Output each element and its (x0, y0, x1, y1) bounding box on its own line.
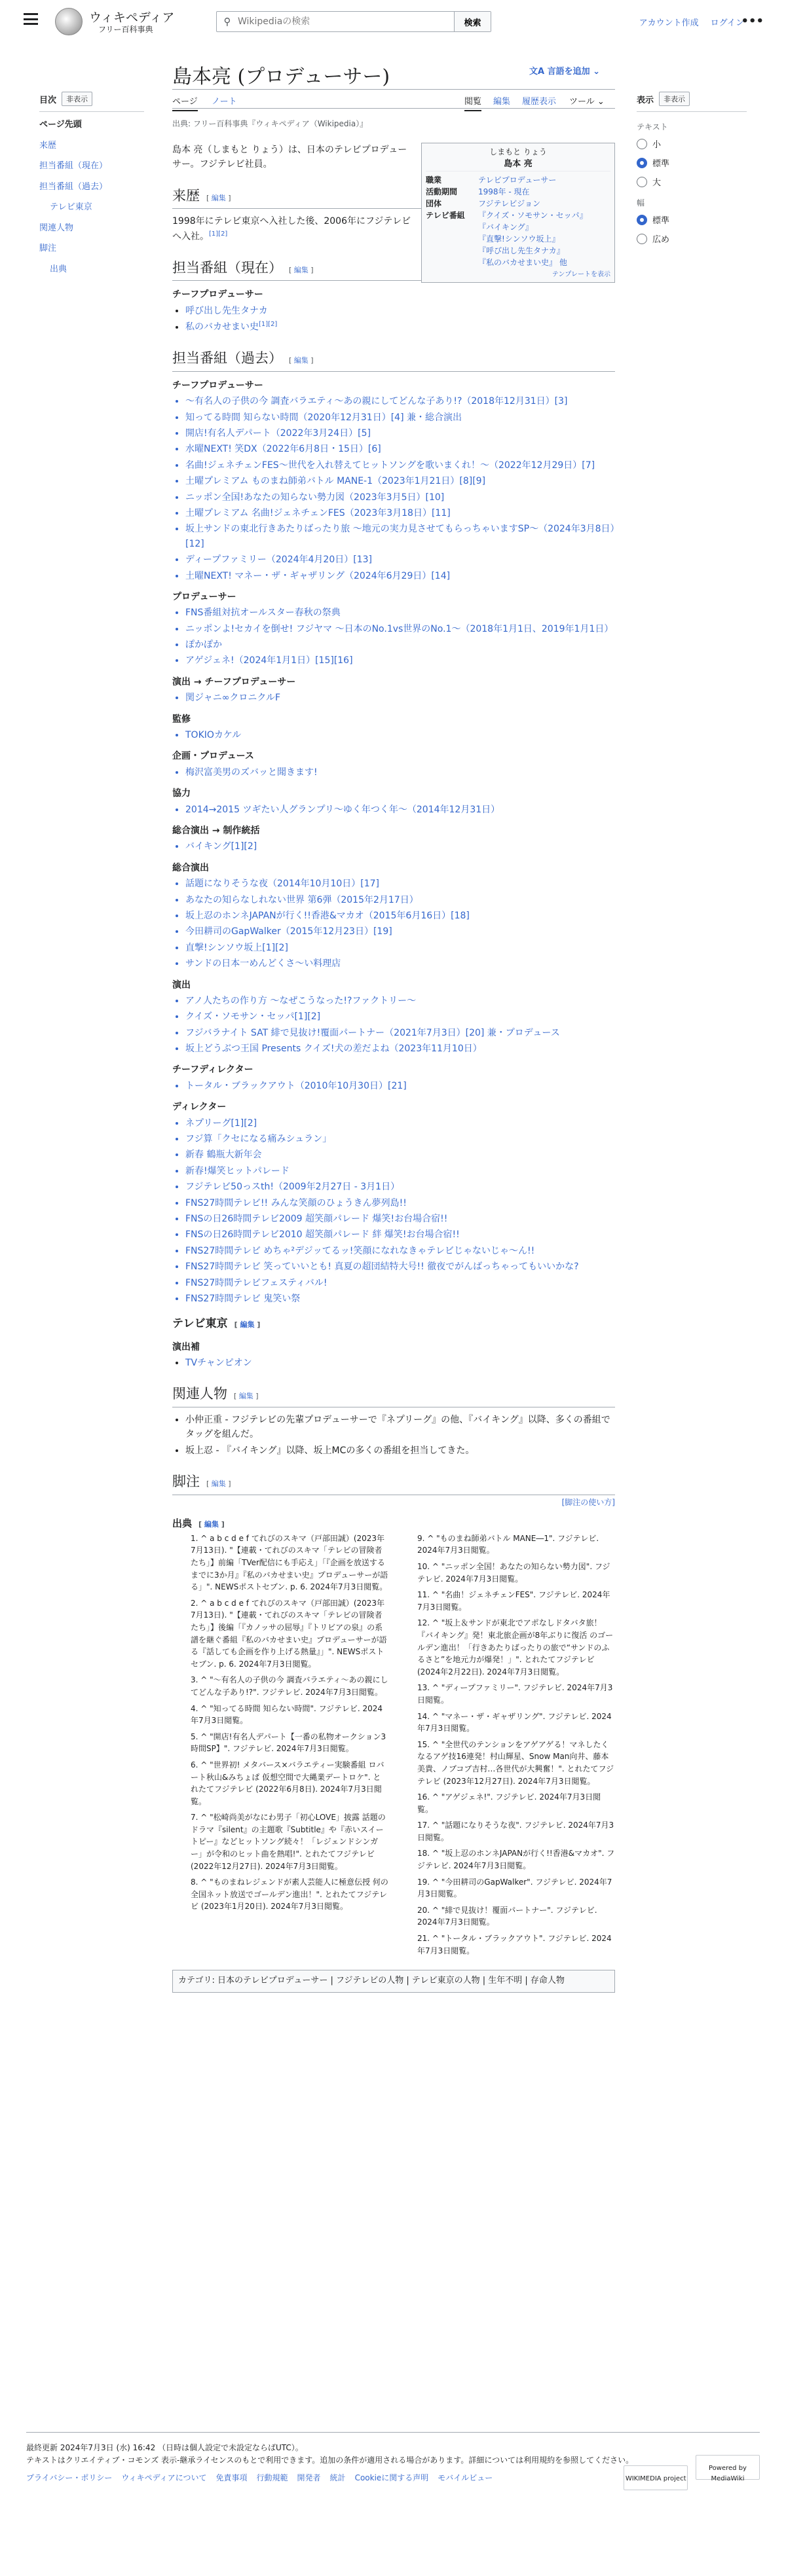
toc-item[interactable]: テレビ東京 (50, 202, 92, 212)
tab-tools[interactable]: ツール ⌄ (569, 97, 605, 107)
edit-section-link[interactable]: [ 編集 ] (234, 1392, 259, 1401)
program-link[interactable]: 私のバカせまい史 (185, 321, 259, 333)
list-item: • 小仲正重 - フジテレビの先輩プロデューサーで『ネプリーグ』の他、『バイキング』以降、多くの番組でタッグを組んだ。 (185, 1413, 615, 1442)
edit-section-link[interactable]: [ 編集 ] (289, 356, 314, 365)
page-title: 島本亮 (プロデューサー) (172, 65, 390, 88)
references-column-right (399, 1533, 615, 1961)
wordmark[interactable]: ウィキペディア (89, 10, 175, 25)
list-item: • 坂上忍 - 『バイキング』以降、坂上MCの多くの番組を担当してきた。 (185, 1443, 615, 1458)
toc-item[interactable]: 出典 (50, 264, 67, 274)
main-menu-icon[interactable] (24, 13, 38, 25)
reference-item: 9. ^ "ものまね師弟バトル MANE―1". フジテレビ. 2024年7月3日閲覧。 (417, 1533, 599, 1555)
tvtokyo-subheading: 演出補 (172, 1341, 200, 1352)
site-header (0, 0, 786, 43)
footer-badges (618, 2455, 760, 2490)
past-list (185, 994, 615, 1057)
past-list (185, 728, 615, 742)
radio-button-icon[interactable] (637, 177, 647, 187)
list-item[interactable]: • 〜有名人の子供の今 調査バラエティ〜あの親にしてどんな子あり!?（2018年12月31日）[3] (185, 394, 615, 408)
radio-label: 広め (652, 235, 670, 245)
past-subheading: 協力 (172, 788, 191, 799)
section-history-title: 来歴 (172, 187, 200, 204)
edit-section-link[interactable]: [ 編集 ] (206, 193, 231, 202)
past-list (185, 839, 615, 854)
search-box (216, 11, 491, 32)
list-item (185, 319, 615, 335)
list-item[interactable]: • 土曜プレミアム 名曲!ジェネチェンFES（2023年3月18日）[11] (185, 506, 615, 520)
reference-item: 21. ^ "トータル・ブラックアウト". フジテレビ. 2024年7月3日閲覧。 (417, 1934, 612, 1955)
footer-link[interactable]: プライバシー・ポリシー (26, 2473, 113, 2483)
past-list (185, 765, 615, 780)
radio-button-icon[interactable] (637, 139, 647, 149)
user-links (639, 16, 744, 28)
list-item[interactable]: • 水曜NEXT! 笑DX（2022年6月8日・15日）[6] (185, 442, 615, 456)
reference-item: 17. ^ "話題になりそうな夜". フジテレビ. 2024年7月3日閲覧。 (417, 1821, 614, 1842)
section-people-title: 関連人物 (172, 1386, 227, 1402)
list-item[interactable]: • トータル・ブラックアウト（2010年10月30日）[21] (185, 1079, 615, 1093)
more-options-icon[interactable]: ••• (741, 14, 764, 28)
tab-page[interactable]: ページ (172, 94, 198, 111)
width-options (637, 213, 747, 245)
reference-item: 20. ^ "緋で見抜け！覆面パートナー". フジテレビ. 2024年7月3日閲覧。 (417, 1905, 597, 1927)
reference-item: 1. ^ a b c d e f てれびのスキマ（戸部田誠）(2023年7月13日). "【連載・てれびのスキマ「テレビの冒険者たち」】前編「TVer配信にも手応え」「『企画を放送するまでに3か月』『私のバカせまい史』プロデューサーが語る」". NEWSポストセブン. p. 6. 2024年7月3日閲覧。 (191, 1533, 388, 1592)
template-link[interactable]: テンプレートを表示 (552, 270, 610, 278)
radio-button-icon[interactable] (637, 234, 647, 244)
toc-item[interactable]: ページ先頭 (39, 120, 82, 130)
people-list (185, 1413, 615, 1458)
edit-link-label[interactable]: 編集 (238, 1392, 253, 1401)
footnote-help-link[interactable]: [脚注の使い方] (561, 1497, 615, 1507)
past-subheading: 演出 → チーフプロデューサー (172, 676, 296, 687)
reference-item: 10. ^ "ニッポン全国！あなたの知らない勢力図". フジテレビ. 2024年7月3日閲覧。 (417, 1562, 610, 1584)
article-content (172, 143, 615, 1993)
list-item (185, 1356, 615, 1370)
radio-button-icon[interactable] (637, 215, 647, 225)
past-list (185, 877, 615, 971)
past-subheading: 総合演出 (172, 862, 209, 873)
edit-link-label[interactable]: 編集 (211, 1479, 226, 1489)
infobox-table (426, 174, 610, 268)
list-item[interactable]: • 坂上どうぶつ王国 Presents クイズ!犬の差だよね（2023年11月10日） (185, 1042, 615, 1056)
past-subheading: 企画・プロデュース (172, 751, 254, 762)
search-button[interactable]: 検索 (454, 12, 491, 31)
list-item[interactable]: • FNSの日26時間テレビ2010 超笑顔パレード 絆 爆笑!お台場合宿!! (185, 1227, 615, 1242)
references-column-left (172, 1533, 388, 1961)
list-item[interactable]: • サンドの日本一めんどくさ〜い料理店 (185, 956, 615, 971)
license-text: テキストはクリエイティブ・コモンズ 表示-継承ライセンスのもとで利用できます。追加の条件が適用される場合があります。詳細については利用規約を参照してください。 (26, 2456, 634, 2465)
reference-item: 16. ^ "アゲジェネ!". フジテレビ. 2024年7月3日閲覧。 (417, 1792, 601, 1814)
toc-item[interactable]: 担当番組（過去） (39, 181, 108, 192)
wikipedia-globe-logo[interactable] (55, 8, 83, 35)
section-notes-title: 脚注 (172, 1474, 200, 1490)
citation[interactable]: [1][2] (209, 230, 228, 238)
infobox-row (426, 174, 610, 186)
reference-item: 5. ^ "開店!有名人デパート【一番の私物オークション3時間SP】". フジテレビ. 2024年7月3日閲覧。 (191, 1732, 386, 1754)
language-button[interactable]: 文A 言語を追加 ⌄ (529, 67, 601, 77)
list-item[interactable]: • 名曲!ジェネチェンFES〜世代を入れ替えてヒットソングを歌いまくれ！〜（2022年12月29日）[7] (185, 458, 615, 473)
list-item[interactable]: • 土曜NEXT! マネー・ザ・ギャザリング（2024年6月29日）[14] (185, 569, 615, 583)
infobox-row (426, 198, 610, 209)
past-list (185, 1116, 615, 1307)
reference-item: 18. ^ "坂上忍のホンネJAPANが行く!!香港&マカオ". フジテレビ. 2024年7月3日閲覧。 (417, 1849, 615, 1871)
toc-list (39, 118, 144, 276)
edit-link-label[interactable]: 編集 (211, 193, 226, 202)
category-box[interactable]: カテゴリ: 日本のテレビプロデューサー | フジテレビの人物 | テレビ東京の人物 | 生年不明 | 存命人物 (172, 1970, 615, 1993)
list-item[interactable]: • フジテレビ50っスth!（2009年2月27日 - 3月1日） (185, 1180, 615, 1194)
list-item[interactable]: • ディープファミリー（2024年4月20日）[13] (185, 553, 615, 567)
past-list (185, 394, 615, 583)
radio-option[interactable] (637, 213, 747, 226)
past-subheading: チーフプロデューサー (172, 380, 263, 391)
radio-label: 小 (652, 140, 662, 150)
list-item[interactable]: • バイキング[1][2] (185, 839, 615, 854)
radio-option[interactable] (637, 156, 747, 169)
reference-list (172, 1533, 615, 1961)
footer-link[interactable]: Cookieに関する声明 (354, 2473, 429, 2483)
page-tabs (172, 89, 615, 109)
list-item[interactable]: • 梅沢富美男のズバッと聞きます! (185, 765, 615, 780)
edit-section-link[interactable]: [ 編集 ] (206, 1479, 231, 1489)
reference-item: 14. ^ "マネー・ザ・ギャザリング". フジテレビ. 2024年7月3日閲覧。 (417, 1711, 612, 1733)
last-modified: 最終更新 2024年7月3日 (水) 16:42 （日時は個人設定で未設定ならばUTC）。 (26, 2443, 303, 2452)
list-item[interactable]: • 今田耕司のGapWalker（2015年12月23日）[19] (185, 924, 615, 939)
past-subheading: 総合演出 → 制作統括 (172, 825, 260, 836)
toc-item[interactable]: 脚注 (39, 244, 57, 253)
reference-item: 2. ^ a b c d e f てれびのスキマ（戸部田誠）(2023年7月13日). "【連載・てれびのスキマ「テレビの冒険者たち」】後編「『カノッサの屈辱』『トリビアの泉』の系譜を継ぐ番組『私のバカせまい史』プロデューサーが語る『話しても企画を作り上げる熱量』」". NEWSポストセブン. p. 6. 2024年7月3日閲覧。 (191, 1598, 387, 1669)
past-subheading: 演出 (172, 979, 191, 990)
radio-option[interactable] (637, 137, 747, 150)
toc-title: 目次 (39, 95, 57, 105)
site-tagline: フリー百科事典 (98, 25, 153, 34)
infobox-key: 団体 (426, 198, 442, 208)
infobox-value[interactable]: 1998年 - 現在 (478, 187, 530, 196)
list-item[interactable]: • ニッポンよ!セカイを倒せ! フジヤマ 〜日本のNo.1vs世界のNo.1〜（2018年1月1日、2019年1月1日） (185, 622, 615, 636)
reference-item: 11. ^ "名曲！ジェネチェンFES". フジテレビ. 2024年7月3日閲覧。 (417, 1590, 610, 1612)
toc-item[interactable]: 関連人物 (39, 223, 74, 233)
tools-label: ツール (569, 97, 595, 107)
radio-button-icon[interactable] (637, 158, 647, 168)
create-account-link[interactable]: アカウント作成 (639, 18, 699, 28)
reference-item: 4. ^ "知ってる時間 知らない時間". フジテレビ. 2024年7月3日閲覧。 (191, 1703, 383, 1726)
current-list (185, 304, 615, 335)
list-item[interactable]: • 2014→2015 ツギたい人グランプリ〜ゆく年つく年〜（2014年12月31日） (185, 803, 615, 817)
toc-item[interactable]: 来歴 (39, 140, 57, 151)
edit-section-link[interactable]: [ 編集 ] (198, 1519, 225, 1529)
list-item[interactable]: • FNS27時間テレビ 笑っていいとも! 真夏の超団結特大号!! 徹夜でがんばっちゃってもいいかな? (185, 1260, 615, 1274)
section-tvtokyo-title: テレビ東京 (172, 1317, 228, 1331)
text-size-label: テキスト (637, 122, 668, 132)
footer-link[interactable]: モバイルビュー (438, 2473, 493, 2483)
reference-item: 6. ^ "世界初! メタバース×バラエティー実験番組 ロバート秋山&みちょぱ 仮想空間で大縄業デートロケ". とれたてフジテレビ (2022年6月8日). 2024年7月3日閲覧。 (191, 1760, 384, 1806)
reference-item: 3. ^ "〜有名人の子供の今 調査バラエティ〜あの親にしてどんな子あり!?". フジテレビ. 2024年7月3日閲覧。 (191, 1675, 388, 1697)
infobox-name: 島本 亮 (426, 158, 610, 172)
intro-paragraph: 島本 亮（しまもと りょう）は、日本のテレビプロデューサー。フジテレビ社員。 (172, 145, 407, 170)
footer-link[interactable]: 統計 (329, 2473, 346, 2483)
section-notes (172, 1471, 615, 1495)
footer-link[interactable]: 行動規範 (256, 2473, 288, 2483)
footer-link[interactable]: 免責事項 (215, 2473, 248, 2483)
text-size-options (637, 137, 747, 188)
list-item[interactable]: • FNS27時間テレビ 鬼笑い祭 (185, 1292, 615, 1306)
sources-title: 出典 (172, 1517, 193, 1529)
edit-link-label[interactable]: 編集 (204, 1519, 219, 1529)
list-item[interactable]: • 新春!爆笑ヒットパレード (185, 1164, 615, 1178)
program-link[interactable]: 呼び出し先生タナカ (185, 305, 268, 316)
past-subheading: チーフディレクター (172, 1064, 253, 1076)
list-item[interactable]: • 坂上サンドの東北行きあたりばったり旅 〜地元の実力見させてもらっちゃいますSP〜（2024年3月8日）[12] (185, 522, 615, 551)
appearance-header (637, 92, 747, 112)
infobox-row (426, 209, 610, 268)
list-item[interactable]: • TOKIOカケル (185, 728, 615, 742)
list-item[interactable]: • FNS27時間テレビフェスティバル! (185, 1276, 615, 1290)
edit-section-link[interactable]: [ 編集 ] (289, 265, 314, 274)
list-item[interactable]: • 土曜プレミアム ものまね師弟バトル MANE-1（2023年1月21日）[8][9] (185, 474, 615, 488)
list-item[interactable]: • ニッポン全国!あなたの知らない勢力図（2023年3月5日）[10] (185, 490, 615, 505)
past-subheading: 監修 (172, 714, 191, 725)
wikimedia-badge[interactable]: WIKIMEDIA project (624, 2465, 688, 2490)
edit-link-label[interactable]: 編集 (293, 265, 309, 274)
list-item[interactable]: • クイズ・ソモサン・セッパ[1][2] (185, 1009, 615, 1024)
tab-history[interactable]: 履歴表示 (522, 97, 557, 107)
reference-item: 13. ^ "ディープファミリー". フジテレビ. 2024年7月3日閲覧。 (417, 1683, 613, 1705)
section-current-title: 担当番組（現在） (172, 259, 282, 276)
list-item[interactable]: • 知ってる時間 知らない時間（2020年12月31日）[4] 兼・総合演出 (185, 410, 615, 425)
list-item[interactable]: • ネプリーグ[1][2] (185, 1116, 615, 1131)
list-item[interactable]: • FNSの日26時間テレビ2009 超笑顔パレード 爆笑!お台場合宿!! (185, 1212, 615, 1226)
tab-read[interactable]: 閲覧 (464, 94, 481, 111)
past-subheading: ディレクター (172, 1102, 227, 1113)
list-item[interactable]: • 開店!有名人デパート（2022年3月24日）[5] (185, 426, 615, 441)
list-item[interactable]: • あなたの知らなしれない世界 第6弾（2015年2月17日） (185, 893, 615, 907)
list-item[interactable]: • フジバラナイト SAT 緋で見抜け!覆面パートナー（2021年7月3日）[20] 兼・プロデュース (185, 1026, 615, 1040)
section-tvtokyo (172, 1315, 615, 1333)
history-text: 1998年にテレビ東京へ入社した後、2006年にフジテレビへ入社。 (172, 216, 411, 242)
infobox-value[interactable]: テレビプロデューサー (478, 175, 557, 185)
list-item[interactable]: • 話題になりそうな夜（2014年10月10日）[17] (185, 877, 615, 891)
table-of-contents (39, 92, 144, 276)
edit-link-label[interactable]: 編集 (293, 356, 309, 365)
infobox-value[interactable]: フジテレビジョン (478, 198, 541, 208)
list-item[interactable]: • ぽかぽか (185, 638, 615, 652)
width-label: 幅 (637, 198, 645, 208)
infobox-row (426, 186, 610, 198)
language-label: 言語を追加 (547, 67, 590, 77)
login-link[interactable]: ログイン (710, 18, 744, 28)
list-item[interactable]: • アノ人たちの作り方 〜なぜこうなった!?ファクトリー〜 (185, 994, 615, 1008)
past-list (185, 1079, 615, 1093)
reference-item: 19. ^ "今田耕司のGapWalker". フジテレビ. 2024年7月3日閲覧。 (417, 1877, 612, 1899)
footer-link[interactable]: ウィキペディアについて (121, 2473, 207, 2483)
tab-edit[interactable]: 編集 (493, 97, 511, 107)
toc-item[interactable]: 担当番組（現在） (39, 161, 108, 171)
appearance-panel (637, 92, 747, 251)
radio-label: 大 (652, 178, 662, 188)
search-input[interactable] (238, 12, 454, 31)
list-item (185, 304, 615, 318)
list-item[interactable]: • FNS27時間テレビ!! みんな笑顔のひょうきん夢列島!! (185, 1196, 615, 1210)
list-item[interactable]: • 関ジャニ∞クロニクルF (185, 691, 615, 705)
reference-item: 15. ^ "全世代のテンションをアゲアゲる！マネしたくなるアゲ技16連発！村山輝星、Snow Man向井、藤本美貴、ノブコブ吉村…各世代が大興奮！". とれたてフジテレビ (2023年12月27日). 2024年7月3日閲覧。 (417, 1739, 614, 1786)
sources-subheading (172, 1515, 615, 1531)
list-item[interactable]: • フジ算「クセになる痛みシュラン」 (185, 1132, 615, 1146)
radio-label: 標準 (652, 159, 670, 169)
list-item[interactable]: • 坂上忍のホンネJAPANが行く!!香港&マカオ（2015年6月16日）[18] (185, 909, 615, 923)
search-icon: ⚲ (223, 16, 231, 27)
toc-header (39, 92, 144, 112)
current-subheading: チーフプロデューサー (172, 289, 263, 300)
section-past (172, 348, 615, 372)
edit-section-link[interactable]: [ 編集 ] (234, 1320, 261, 1330)
tvtokyo-list (185, 1356, 615, 1370)
list-item[interactable]: • アゲジェネ!（2024年1月1日）[15][16] (185, 653, 615, 668)
past-list (185, 803, 615, 817)
translate-icon: 文A (529, 67, 548, 77)
section-people (172, 1383, 615, 1407)
infobox-key: 活動期間 (426, 187, 458, 196)
page-source-tagline: 出典: フリー百科事典『ウィキペディア（Wikipedia）』 (172, 119, 368, 128)
appearance-title: 表示 (637, 95, 654, 105)
citation[interactable]: [1][2] (259, 321, 278, 329)
reference-item: 8. ^ "ものまねレジェンドが素人芸能人に極意伝授 何の全国ネット放送でゴールデン進出！". とれたてフジテレビ (2023年1月20日). 2024年7月3日閲覧。 (191, 1878, 388, 1912)
list-item[interactable]: • FNS番組対抗オールスター春秋の祭典 (185, 606, 615, 620)
list-item[interactable]: • FNS27時間テレビ めちゃ²デジッてるッ!笑顔になれなきゃテレビじゃないじゃ〜ん!! (185, 1244, 615, 1258)
reference-item: 7. ^ "松崎尚美がなにわ男子「初心LOVE」披露 話題のドラマ『silent』の主題歌『Subtitle』や『赤いスイートピー』などヒットソング続々！「レジェンドシンガー」が令和のヒット曲を熱唱!". とれたてフジテレビ (2022年12月27日). 2024年7月3日閲覧。 (191, 1813, 386, 1871)
past-programs (172, 378, 615, 1306)
reference-item: 12. ^ "坂上＆サンドが東北でアポなしドタバタ旅！『バイキング』発！東北旅企画が8年ぶりに復活 のゴールデン進出！「行きあたりばったりの旅で“サンドのふるさと”を地元力が爆発！」". とれたてフジテレビ (2024年2月22日). 2024年7月3日閲覧。 (417, 1618, 614, 1677)
footer-link[interactable]: 開発者 (297, 2473, 321, 2483)
past-list (185, 606, 615, 668)
list-item[interactable]: • 直撃!シンソウ坂上[1][2] (185, 941, 615, 955)
past-subheading: プロデューサー (172, 591, 236, 602)
infobox-key: テレビ番組 (426, 210, 465, 220)
edit-link-label[interactable]: 編集 (240, 1320, 255, 1330)
tab-talk[interactable]: ノート (212, 97, 237, 107)
section-past-title: 担当番組（過去） (172, 350, 282, 367)
past-list (185, 691, 615, 705)
mediawiki-badge[interactable]: Powered by MediaWiki (696, 2455, 760, 2480)
radio-option[interactable] (637, 232, 747, 245)
appearance-hide-button[interactable]: 非表示 (659, 92, 690, 106)
radio-label: 標準 (652, 216, 670, 226)
radio-option[interactable] (637, 175, 747, 188)
infobox-key: 職業 (426, 175, 442, 185)
page-footer (26, 2432, 760, 2485)
list-item[interactable]: • 新春 鶴瓶大新年会 (185, 1148, 615, 1162)
infobox-value[interactable]: 『クイズ・ソモサン・セッパ』 『バイキング』 『直撃!シンソウ坂上』 『呼び出し先生タナカ』 『私のバカせまい史』 他 (478, 210, 588, 267)
infobox-kana: しまもと りょう (489, 147, 547, 156)
toc-hide-button[interactable]: 非表示 (62, 92, 92, 106)
program-link[interactable]: TVチャンピオン (185, 1357, 252, 1368)
infobox (421, 143, 615, 283)
